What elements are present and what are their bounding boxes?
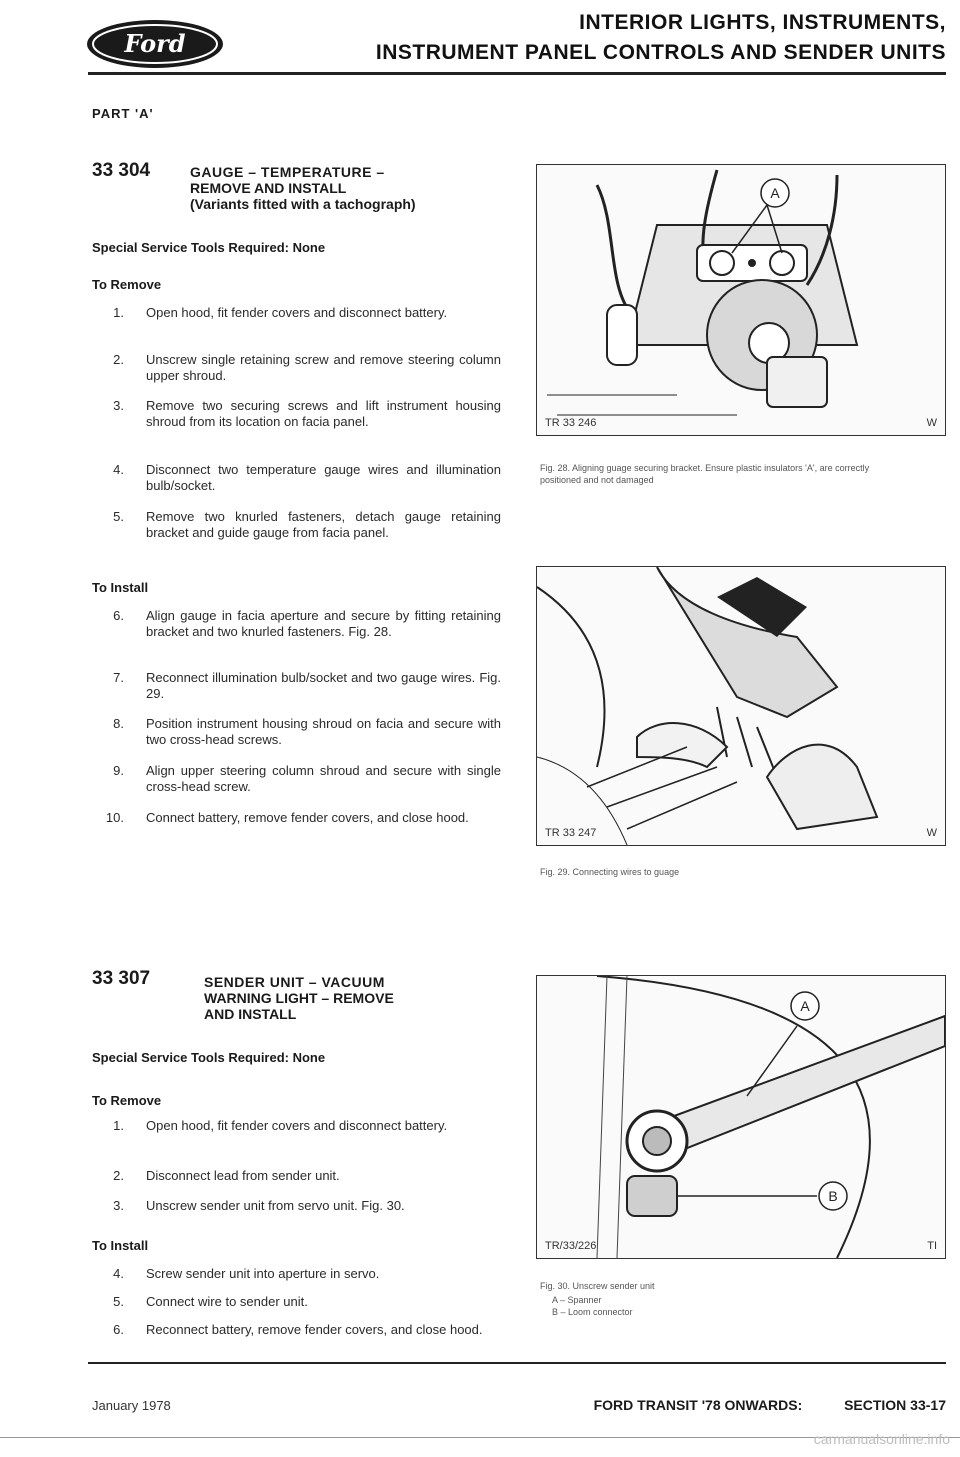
section2-title-line3: AND INSTALL bbox=[204, 1006, 297, 1022]
step-5: 5. Remove two knurled fasteners, detach gauge retaining bracket and guide gauge from facia panel. bbox=[113, 509, 501, 540]
fig29-corner: W bbox=[926, 827, 937, 839]
section2-remove-heading: To Remove bbox=[92, 1093, 162, 1108]
step-s2-1: 1. Open hood, fit fender covers and disconnect battery. bbox=[113, 1118, 448, 1133]
section1-title bbox=[190, 164, 416, 212]
step-10: 10. Connect battery, remove fender covers, and close hood. bbox=[105, 810, 469, 825]
fig28-ref: TR 33 246 bbox=[545, 417, 597, 429]
step-s2-5: 5. Connect wire to sender unit. bbox=[113, 1294, 308, 1309]
ford-logo bbox=[85, 18, 225, 70]
figure-28 bbox=[536, 164, 946, 436]
footer-rule bbox=[88, 1362, 946, 1364]
section2-title-line1: SENDER UNIT – VACUUM bbox=[204, 974, 385, 990]
fig30-ref: TR/33/226 bbox=[545, 1240, 597, 1252]
step-7: 7. Reconnect illumination bulb/socket and two gauge wires. Fig. 29. bbox=[113, 670, 501, 701]
section1-remove-heading: To Remove bbox=[92, 277, 162, 292]
fig30-callout-a: A bbox=[800, 998, 810, 1014]
fig30-callout-b: B bbox=[828, 1188, 838, 1204]
fig28-illustration bbox=[537, 165, 945, 435]
fig28-caption: Fig. 28. Aligning guage securing bracket. Ensure plastic insulators 'A', are correctly positioned and not damaged bbox=[540, 463, 870, 485]
section2-install-heading: To Install bbox=[92, 1238, 149, 1253]
fig30-caption: Fig. 30. Unscrew sender unit bbox=[540, 1281, 655, 1291]
fig30-legend-b: B – Loom connector bbox=[552, 1307, 633, 1317]
fig30-illustration bbox=[537, 976, 945, 1258]
fig29-illustration bbox=[537, 567, 945, 845]
section1-install-heading: To Install bbox=[92, 580, 149, 595]
section1-title-line2: REMOVE AND INSTALL bbox=[190, 180, 347, 196]
footer-date: January 1978 bbox=[92, 1398, 171, 1413]
ford-logo-text: Ford bbox=[124, 29, 186, 58]
fig29-caption: Fig. 29. Connecting wires to guage bbox=[540, 867, 680, 877]
step-9: 9. Align upper steering column shroud and secure with single cross-head screw. bbox=[113, 763, 501, 794]
step-8: 8. Position instrument housing shroud on facia and secure with two cross-head screws. bbox=[113, 716, 501, 747]
chapter-title-line2: INSTRUMENT PANEL CONTROLS AND SENDER UNITS bbox=[375, 41, 946, 64]
figure-29 bbox=[536, 566, 946, 846]
step-s2-6: 6. Reconnect battery, remove fender covers, and close hood. bbox=[113, 1322, 483, 1337]
step-6: 6. Align gauge in facia aperture and secure by fitting retaining bracket and two knurled fasteners. Fig. 28. bbox=[113, 608, 501, 639]
part-label: PART 'A' bbox=[92, 106, 154, 121]
watermark: carmanualsonline.info bbox=[813, 1431, 950, 1447]
section2-special-tools: Special Service Tools Required: None bbox=[92, 1050, 326, 1065]
fig28-callout-a: A bbox=[770, 185, 780, 201]
section1-title-line1: GAUGE – TEMPERATURE – bbox=[190, 164, 385, 180]
chapter-title-line1: INTERIOR LIGHTS, INSTRUMENTS, bbox=[579, 11, 946, 34]
step-3: 3. Remove two securing screws and lift instrument housing shroud from its location on facia panel. bbox=[113, 398, 501, 429]
step-s2-2: 2. Disconnect lead from sender unit. bbox=[113, 1168, 340, 1183]
chapter-title bbox=[376, 8, 946, 68]
footer-section: SECTION 33-17 bbox=[844, 1397, 946, 1413]
step-s2-4: 4. Screw sender unit into aperture in servo. bbox=[113, 1266, 380, 1281]
section2-title bbox=[204, 974, 394, 1022]
footer-publication bbox=[594, 1397, 946, 1413]
step-2: 2. Unscrew single retaining screw and remove steering column upper shroud. bbox=[113, 352, 501, 383]
footer-publication-title: FORD TRANSIT '78 ONWARDS: bbox=[593, 1397, 803, 1413]
section1-special-tools: Special Service Tools Required: None bbox=[92, 240, 326, 255]
section2-title-line2: WARNING LIGHT – REMOVE bbox=[204, 990, 394, 1006]
fig28-corner: W bbox=[926, 417, 937, 429]
step-4: 4. Disconnect two temperature gauge wires and illumination bulb/socket. bbox=[113, 462, 501, 493]
fig30-corner: TI bbox=[927, 1240, 937, 1252]
fig29-ref: TR 33 247 bbox=[545, 827, 597, 839]
figure-30 bbox=[536, 975, 946, 1259]
step-s2-3: 3. Unscrew sender unit from servo unit. Fig. 30. bbox=[113, 1198, 405, 1213]
step-1: 1. Open hood, fit fender covers and disconnect battery. bbox=[113, 305, 448, 320]
section2-number: 33 307 bbox=[92, 968, 151, 989]
section1-number: 33 304 bbox=[92, 160, 151, 181]
header-rule bbox=[88, 72, 946, 75]
fig30-legend-a: A – Spanner bbox=[552, 1295, 602, 1305]
section1-title-line3: (Variants fitted with a tachograph) bbox=[190, 196, 416, 212]
